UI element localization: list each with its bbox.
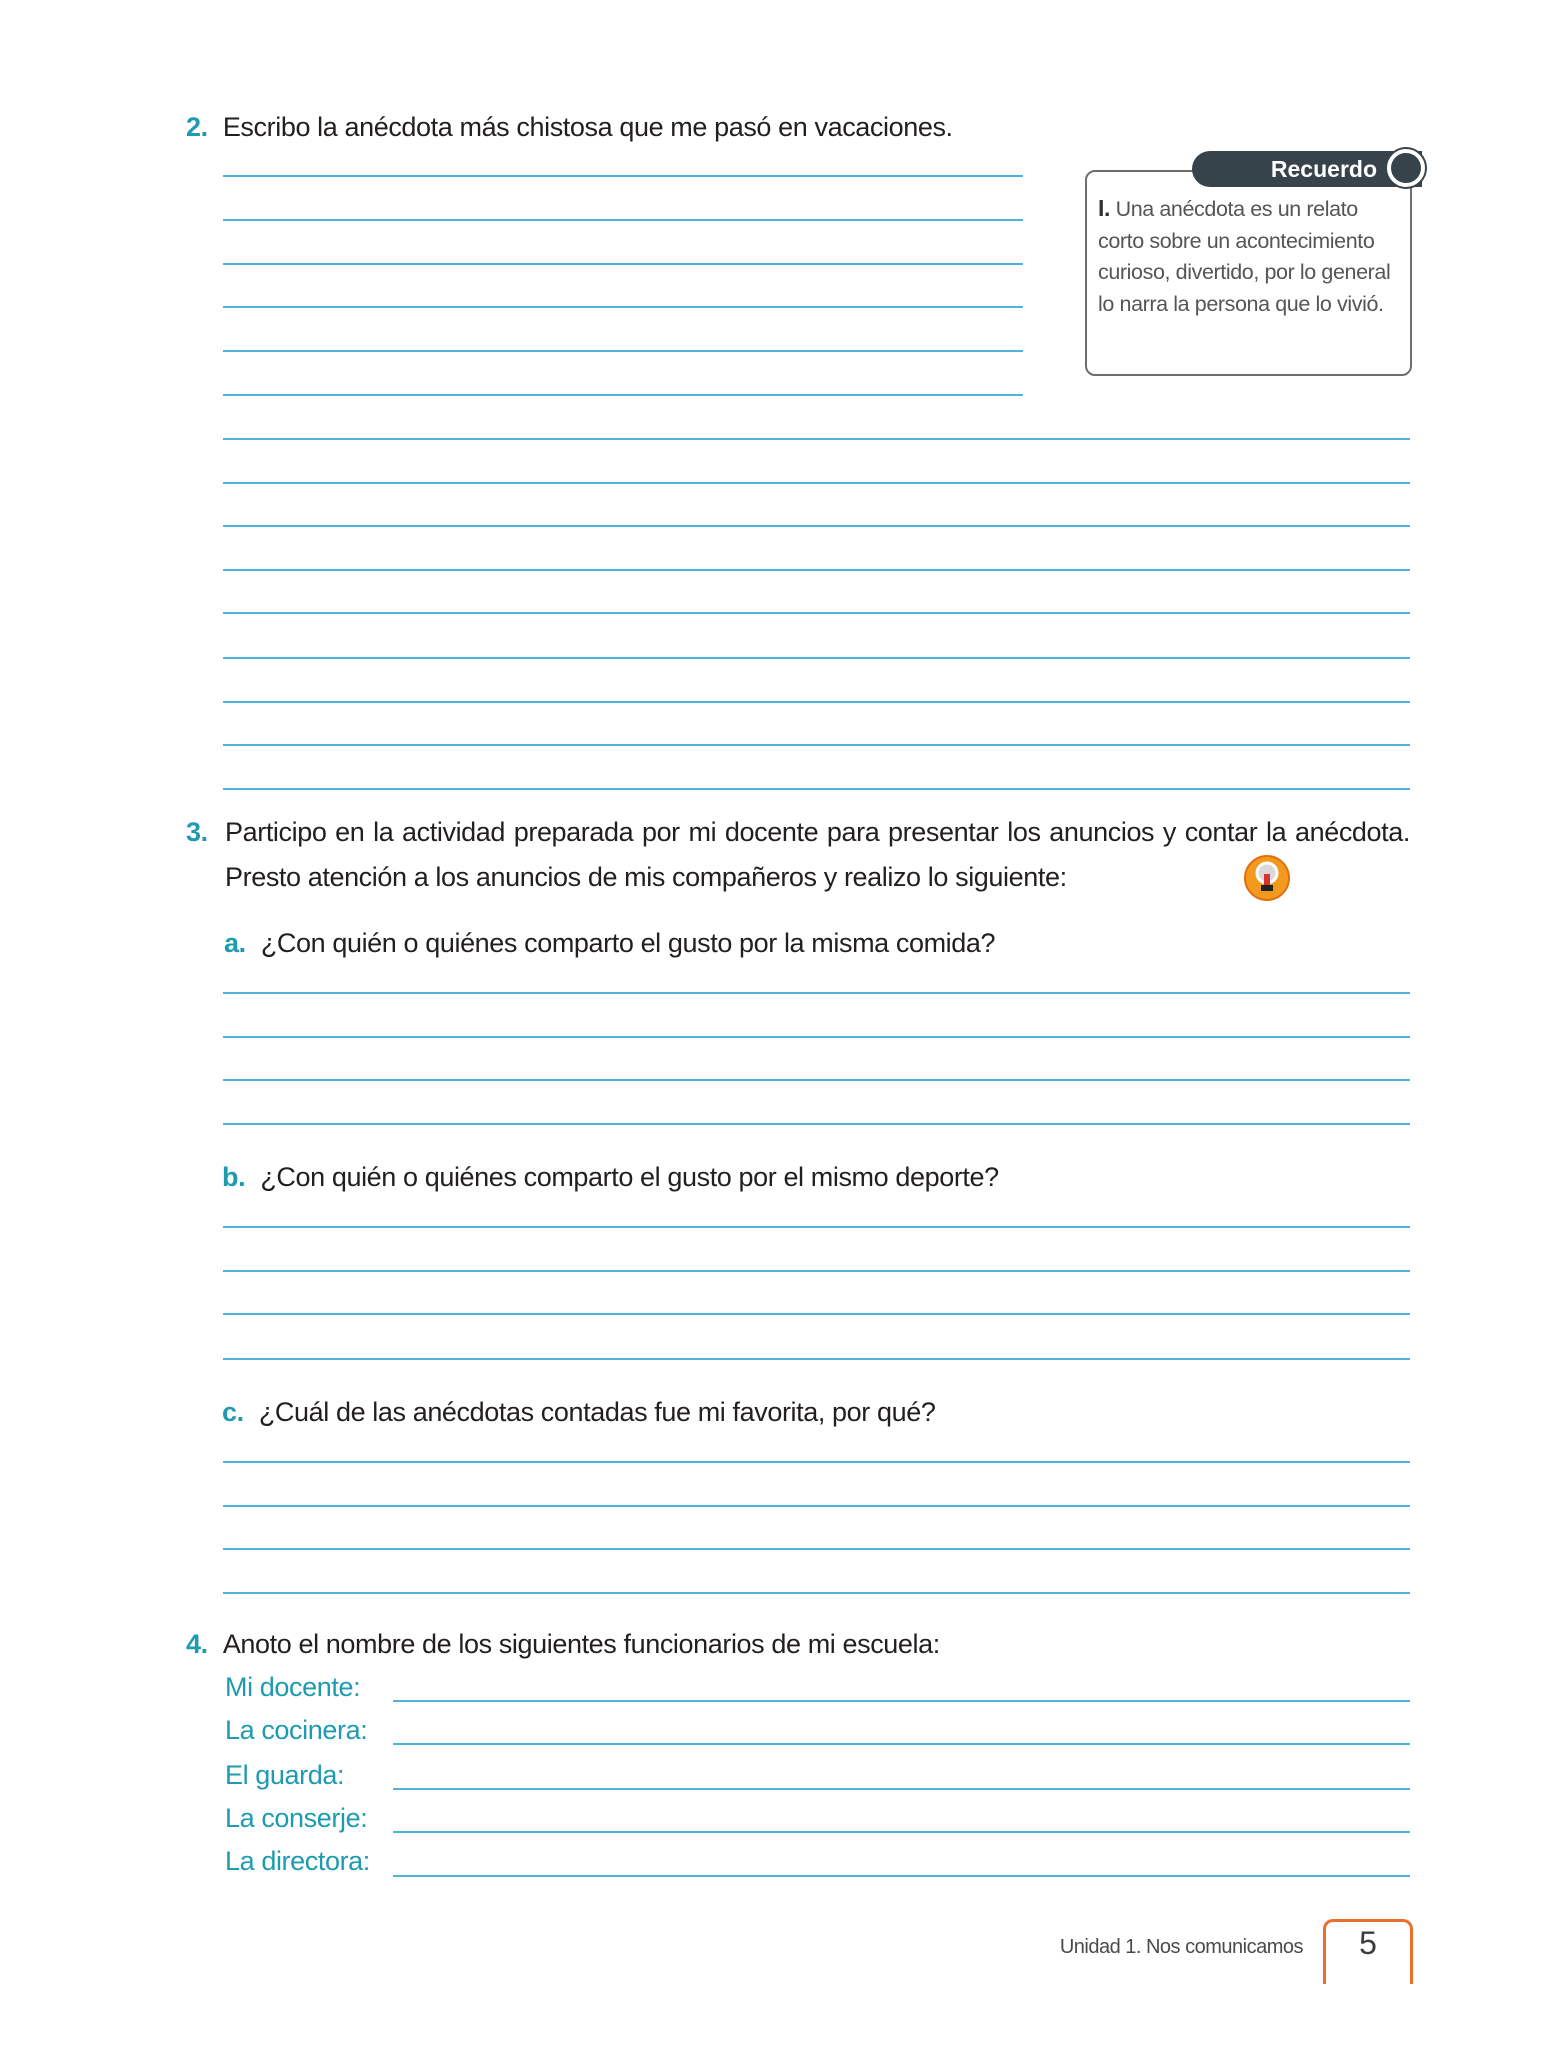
answer-line[interactable] [223,175,1023,177]
answer-line[interactable] [223,1505,1410,1507]
answer-line[interactable] [223,1592,1410,1594]
field-label-docente: Mi docente: [225,1672,361,1702]
field-label-guarda: El guarda: [225,1760,345,1790]
question-text: Participo en la actividad preparada por mi docente para presentar los anuncios y contar la anécdota. Presto atención a los anuncios de mis compañeros y realizo lo siguiente: [225,817,1410,892]
answer-line[interactable] [223,701,1410,703]
answer-line[interactable] [223,1358,1410,1360]
footer-unit: Unidad 1. Nos comunicamos [1059,1936,1303,1958]
field-label-directora: La directora: [225,1846,370,1876]
question-3a [224,926,995,960]
answer-line[interactable] [223,992,1410,994]
answer-line[interactable] [223,1548,1410,1550]
answer-line[interactable] [223,1036,1410,1038]
item-label: c. [222,1397,244,1427]
answer-line[interactable] [223,350,1023,352]
answer-line[interactable] [223,306,1023,308]
recuerdo-item-number: I. [1098,195,1110,221]
field-label-conserje: La conserje: [225,1803,368,1833]
item-text: ¿Con quién o quiénes comparto el gusto por el mismo deporte? [260,1162,999,1192]
answer-line[interactable] [223,394,1023,396]
answer-line[interactable] [223,1270,1410,1272]
question-3-text [225,810,1410,900]
answer-line[interactable] [223,1461,1410,1463]
question-3c [222,1395,935,1429]
answer-line[interactable] [223,525,1410,527]
recuerdo-content [1098,193,1408,320]
field-line-conserje[interactable] [393,1831,1410,1833]
answer-line[interactable] [223,219,1023,221]
answer-line[interactable] [223,612,1410,614]
answer-line[interactable] [223,438,1410,440]
answer-line[interactable] [223,1123,1410,1125]
question-4 [186,1627,940,1661]
recuerdo-title: Recuerdo [1270,156,1377,182]
field-line-directora[interactable] [393,1875,1410,1877]
page-number: 5 [1359,1925,1377,1961]
answer-line[interactable] [223,482,1410,484]
answer-line[interactable] [223,788,1410,790]
field-line-cocinera[interactable] [393,1743,1410,1745]
answer-line[interactable] [223,569,1410,571]
question-number: 4. [186,1629,208,1659]
question-text: Escribo la anécdota más chistosa que me pasó en vacaciones. [222,112,953,142]
question-2 [186,110,953,144]
answer-line[interactable] [223,657,1410,659]
lightbulb-icon [1244,855,1290,901]
field-line-guarda[interactable] [393,1788,1410,1790]
answer-line[interactable] [223,263,1023,265]
answer-line[interactable] [223,744,1410,746]
circle-icon [1387,149,1425,187]
question-text: Anoto el nombre de los siguientes funcionarios de mi escuela: [222,1629,940,1659]
item-text: ¿Con quién o quiénes comparto el gusto por la misma comida? [260,928,996,958]
field-label-cocinera: La cocinera: [225,1715,368,1745]
item-label: a. [224,928,246,958]
question-3b [222,1160,999,1194]
item-label: b. [222,1162,246,1192]
question-number: 2. [186,112,208,142]
recuerdo-text: Una anécdota es un relato corto sobre un acontecimiento curioso, divertido, por lo general lo narra la persona que lo vivió. [1098,197,1391,316]
answer-line[interactable] [223,1313,1410,1315]
question-number: 3. [186,817,208,847]
item-text: ¿Cuál de las anécdotas contadas fue mi favorita, por qué? [258,1397,936,1427]
answer-line[interactable] [223,1226,1410,1228]
field-line-docente[interactable] [393,1700,1410,1702]
answer-line[interactable] [223,1079,1410,1081]
